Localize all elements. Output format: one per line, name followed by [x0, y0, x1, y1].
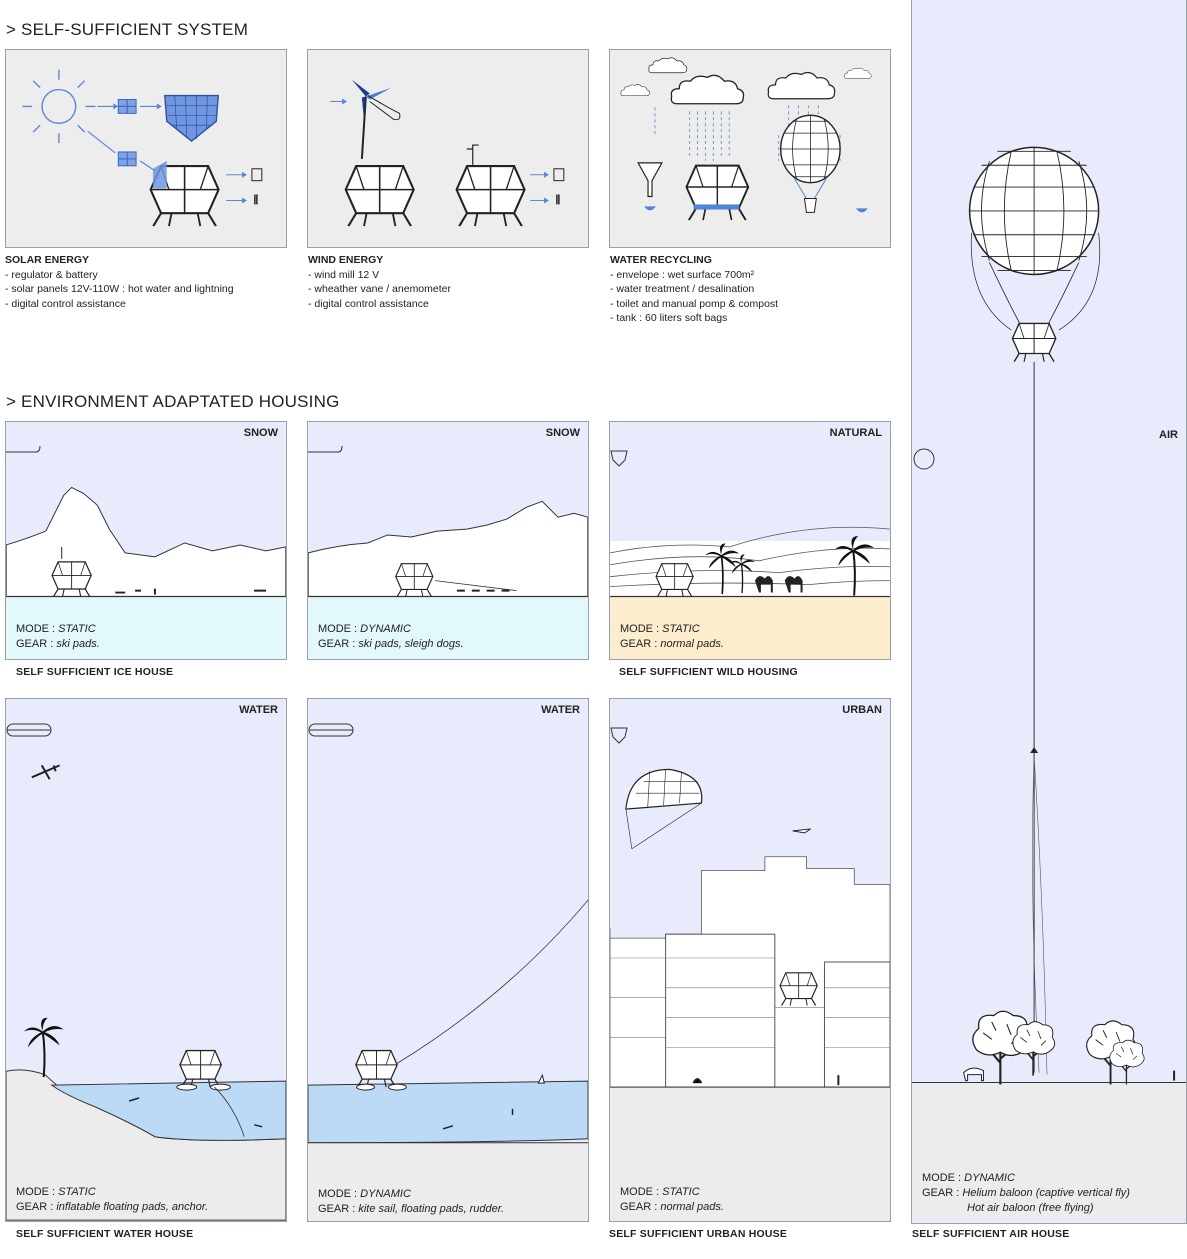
plane-icon [32, 765, 60, 779]
mode-info: MODE : STATIC GEAR : inflatable floating pads, anchor. [16, 1186, 209, 1213]
mode-info: MODE : STATIC GEAR : ski pads. [16, 623, 100, 650]
water-caption: WATER RECYCLING - envelope : wet surface 700m² - water treatment / desalination - toilet and manual pomp & compost - tank : 60 liters soft bags [610, 254, 779, 324]
water-recycling-panel [609, 49, 891, 248]
urban-panel [609, 698, 891, 1222]
wind-caption: WIND ENERGY - wind mill 12 V - wheather vane / anemometer - digital control assistance [308, 254, 451, 310]
balloon-icon [781, 115, 840, 212]
sun-icon [22, 70, 95, 143]
float-pad-icon [308, 723, 354, 737]
mode-info: MODE : DYNAMIC GEAR : kite sail, floating pads, rudder. [318, 1188, 505, 1215]
balloon-icon [970, 147, 1100, 361]
solar-caption: SOLAR ENERGY - regulator & battery - solar panels 12V-110W : hot water and lightning - digital control assistance [5, 254, 234, 310]
section-title-housing: > ENVIRONMENT ADAPTATED HOUSING [6, 392, 340, 411]
water-dynamic-panel [307, 698, 589, 1222]
wild-panel [609, 421, 891, 660]
wild-housing-title: SELF SUFFICIENT WILD HOUSING [619, 666, 798, 678]
env-tag-snow: SNOW [243, 427, 278, 439]
air-panel [911, 0, 1187, 1224]
mode-info: MODE : DYNAMIC GEAR : Helium baloon (captive vertical fly) Hot air baloon (free flying) [922, 1172, 1130, 1214]
air-house-title: SELF SUFFICIENT AIR HOUSE [912, 1228, 1070, 1240]
float-pad-icon [6, 723, 52, 737]
env-tag-air: AIR [1159, 429, 1178, 441]
mode-info: MODE : STATIC GEAR : normal pads. [620, 1186, 724, 1213]
env-tag-water: WATER [541, 704, 580, 716]
ice-dynamic-panel [307, 421, 589, 660]
wind-energy-panel [307, 49, 589, 248]
mode-info: MODE : DYNAMIC GEAR : ski pads, sleigh dogs. [318, 623, 464, 650]
env-tag-urban: URBAN [842, 704, 882, 716]
snow-icon [6, 444, 42, 454]
cloud-icon [649, 58, 687, 73]
kite-icon [626, 769, 702, 848]
env-tag-natural: NATURAL [829, 427, 882, 439]
section-title-system: > SELF-SUFFICIENT SYSTEM [6, 20, 249, 39]
env-tag-snow: SNOW [545, 427, 580, 439]
solar-energy-panel [5, 49, 287, 248]
solar-panel-icon [118, 99, 136, 165]
ice-house-title: SELF SUFFICIENT ICE HOUSE [16, 666, 174, 678]
shield-icon [610, 448, 628, 468]
wind-mill-icon [352, 80, 400, 159]
snow-icon [308, 444, 344, 454]
mode-info: MODE : STATIC GEAR : normal pads. [620, 623, 724, 650]
circle-icon [912, 447, 936, 471]
env-tag-water: WATER [239, 704, 278, 716]
water-house-title: SELF SUFFICIENT WATER HOUSE [16, 1228, 194, 1240]
ice-static-panel [5, 421, 287, 660]
shield-icon [610, 725, 628, 745]
water-static-panel [5, 698, 287, 1222]
urban-house-title: SELF SUFFICIENT URBAN HOUSE [609, 1228, 788, 1240]
